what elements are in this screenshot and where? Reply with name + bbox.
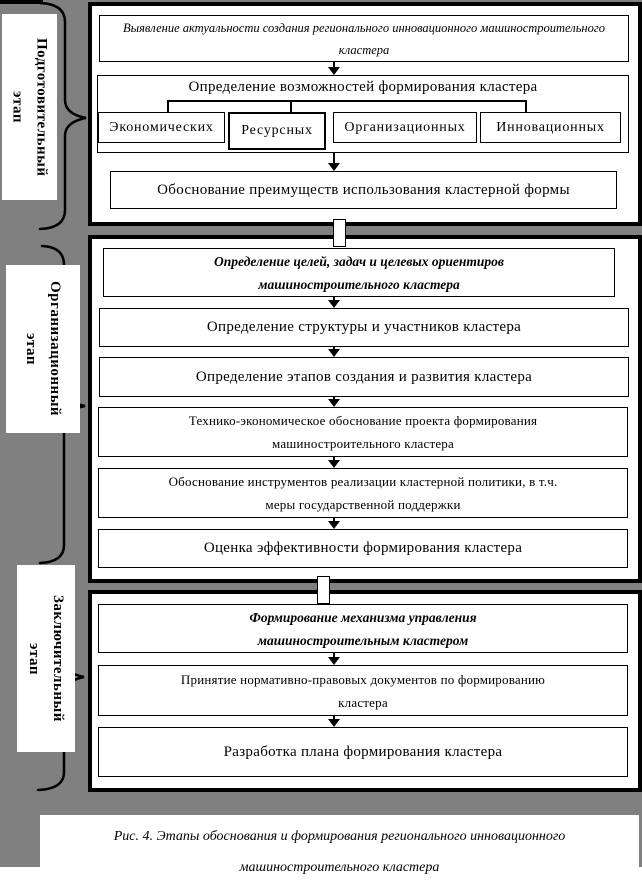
box-steps [99, 357, 629, 397]
down-arrow-icon [328, 397, 340, 407]
box-opportunity-economic [98, 112, 225, 143]
box-plan [98, 727, 628, 777]
box-documents [98, 665, 628, 716]
box-text-line: Выявление актуальности создания регионального инновационного машиностроительного [122, 20, 606, 35]
box-text-line: Оценка эффективности формирования кластера [203, 540, 523, 556]
box-text-line: Определение целей, задач и целевых ориентиров [214, 253, 504, 269]
down-arrow-icon [328, 62, 340, 75]
box-text-line: машиностроительным кластером [257, 632, 469, 648]
tree-connector-drop [290, 100, 292, 112]
stage-label-organizational [6, 265, 80, 433]
box-opportunity-organizational [333, 112, 477, 143]
section-preparatory-stage [88, 2, 642, 226]
box-relevance [99, 15, 629, 62]
down-arrow-icon [328, 716, 340, 727]
stage-label-line: этап [9, 91, 26, 123]
box-efficiency [98, 529, 628, 568]
box-text-line: Принятие нормативно-правовых документов по формированию [180, 671, 546, 687]
caption-line: Рис. 4. Этапы обоснования и формирования регионального инновационного [113, 829, 566, 844]
tree-connector-line [167, 100, 527, 102]
down-arrow-icon [328, 153, 340, 171]
stage-label-line: этап [23, 333, 39, 365]
box-mechanism [98, 604, 628, 653]
box-text-line: Формирование механизма управления [249, 609, 477, 625]
figure-caption [40, 815, 639, 885]
section-final-stage [88, 590, 642, 792]
tree-connector-drop [167, 100, 169, 112]
box-opportunity-innovative [480, 112, 621, 143]
box-text-line: Определение структуры и участников кластера [206, 319, 522, 335]
box-text-line: Определение этапов создания и развития кластера [195, 368, 533, 385]
box-text-line: кластера [338, 42, 390, 57]
box-text-line: Обоснование преимуществ использования кластерной формы [157, 181, 570, 198]
box-goals [103, 248, 615, 297]
sub-box-label: Ресурсных [241, 123, 313, 138]
section-connector [317, 576, 330, 604]
box-text-line: машиностроительного кластера [258, 276, 460, 292]
box-text-line: Обоснование инструментов реализации кластерной политики, в т.ч. [168, 474, 558, 489]
box-opportunity-resource [228, 112, 326, 150]
sub-box-label: Организационных [344, 119, 466, 135]
down-arrow-icon [328, 653, 340, 665]
box-text-line: Разработка плана формирования кластера [223, 743, 503, 760]
section-connector [333, 219, 346, 247]
box-text-line: машиностроительного кластера [272, 436, 454, 451]
section-organizational-stage [88, 235, 642, 583]
box-instruments [98, 468, 628, 518]
down-arrow-icon [328, 297, 340, 308]
stage-label-final [17, 565, 75, 752]
stage-label-preparatory [2, 14, 57, 200]
box-advantages [110, 171, 617, 209]
down-arrow-icon [328, 347, 340, 357]
box-opportunities [97, 75, 629, 153]
sub-box-label: Инновационных [496, 119, 605, 135]
box-text-line: Технико-экономическое обоснование проекта формирования [188, 413, 538, 428]
tree-connector-drop [525, 100, 527, 112]
caption-line: машиностроительного кластера [239, 860, 440, 875]
box-feasibility [98, 407, 628, 457]
down-arrow-icon [328, 457, 340, 468]
down-arrow-icon [328, 518, 340, 529]
box-opportunities-heading: Определение возможностей формирования кластера [188, 79, 538, 95]
stage-label-line: этап [26, 642, 42, 675]
box-structure [99, 308, 629, 347]
box-text-line: меры государственной поддержки [265, 497, 461, 512]
stage-label-line: Организационный [47, 281, 63, 417]
sub-box-label: Экономических [109, 119, 214, 135]
stage-label-line: Подготовительный [33, 37, 50, 177]
box-text-line: кластера [338, 694, 388, 710]
stage-label-line: Заключительный [50, 595, 66, 722]
